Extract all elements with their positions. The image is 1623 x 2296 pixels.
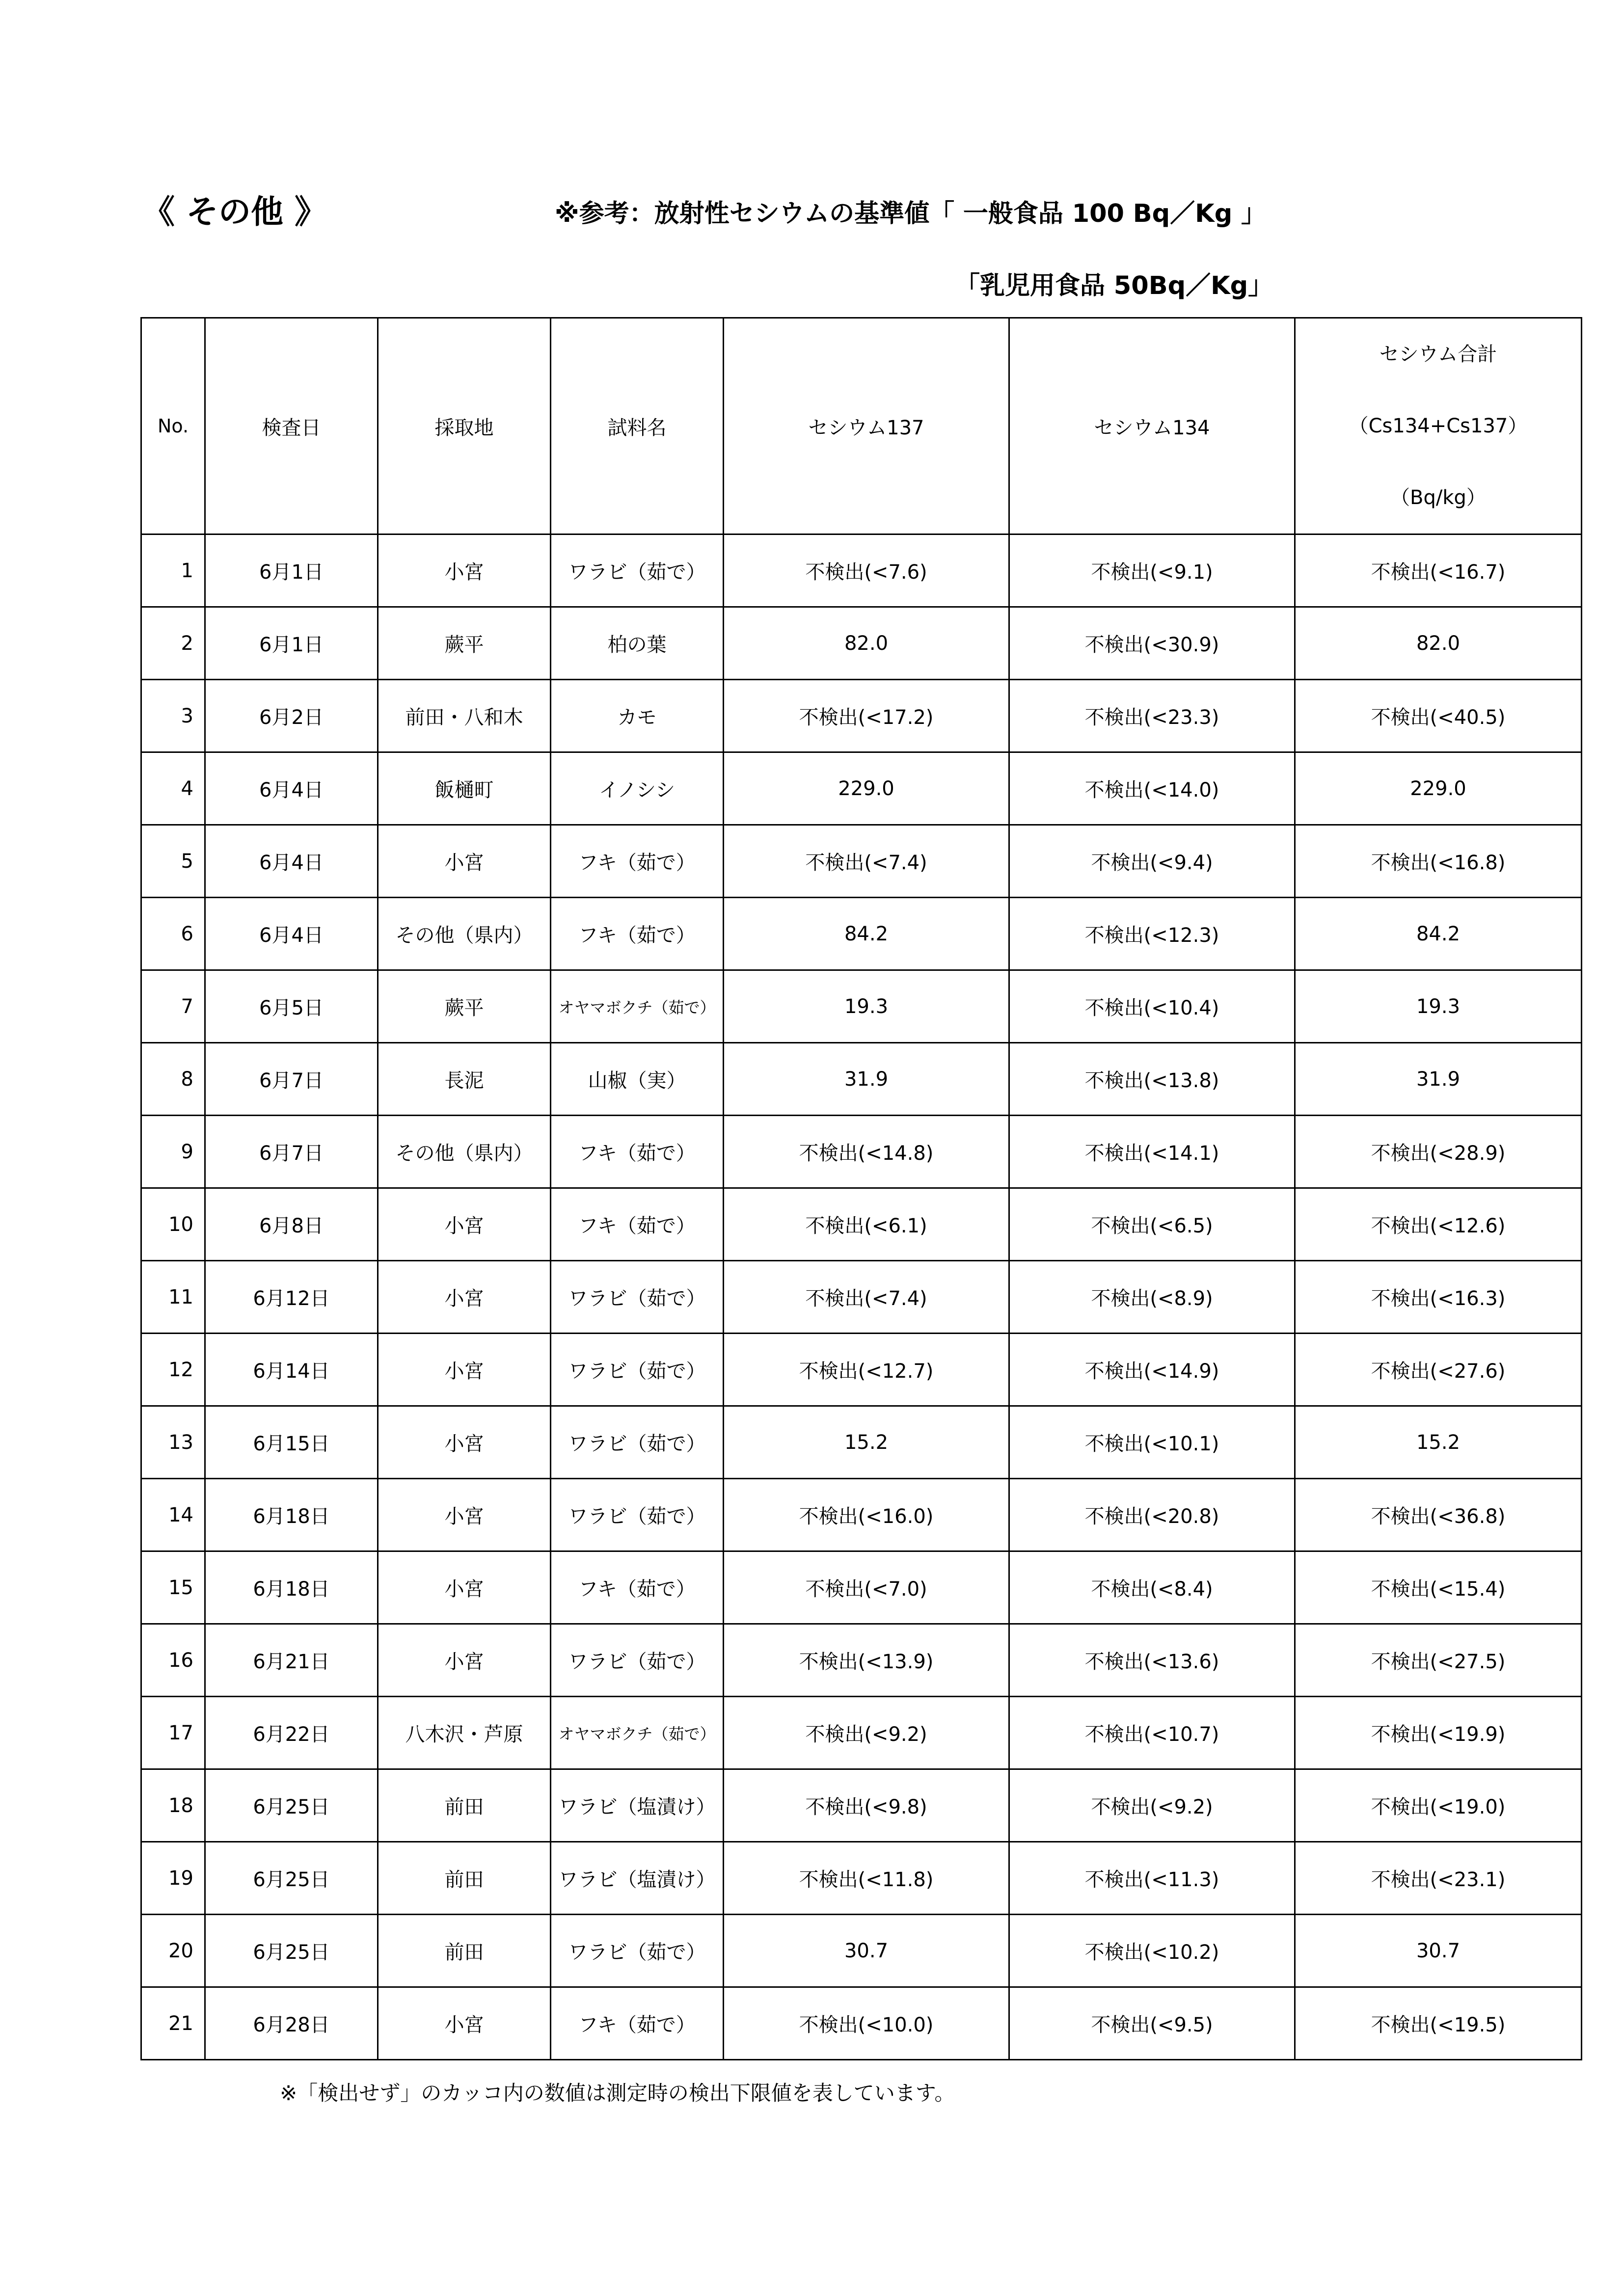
cell-no: 19	[141, 1842, 205, 1915]
cell-cs137: 不検出(<7.0)	[724, 1551, 1009, 1624]
cell-total: 229.0	[1295, 752, 1582, 825]
cell-location: 小宮	[378, 1261, 551, 1334]
page-title: 《 その他 》	[142, 193, 327, 231]
cell-total: 不検出(<40.5)	[1295, 680, 1582, 752]
header-total	[1295, 318, 1582, 534]
header-location: 採取地	[378, 318, 551, 534]
cell-sample: オヤマボクチ（茹で）	[551, 970, 724, 1043]
cell-location: 飯樋町	[378, 752, 551, 825]
cell-cs134: 不検出(<11.3)	[1009, 1842, 1295, 1915]
cell-no: 7	[141, 970, 205, 1043]
cell-no: 15	[141, 1551, 205, 1624]
cell-cs134: 不検出(<9.5)	[1009, 1987, 1295, 2060]
table-row	[141, 680, 1582, 752]
cell-no: 11	[141, 1261, 205, 1334]
cell-date: 6月25日	[205, 1769, 378, 1842]
table-row	[141, 1551, 1582, 1624]
cell-cs137: 15.2	[724, 1406, 1009, 1479]
cell-cs137: 84.2	[724, 898, 1009, 970]
cell-no: 14	[141, 1479, 205, 1551]
cell-sample: カモ	[551, 680, 724, 752]
table-header-row	[141, 318, 1582, 534]
cell-date: 6月14日	[205, 1334, 378, 1406]
cell-cs134: 不検出(<6.5)	[1009, 1188, 1295, 1261]
cell-location: 前田	[378, 1842, 551, 1915]
cell-cs134: 不検出(<13.8)	[1009, 1043, 1295, 1116]
cell-sample: フキ（茹で）	[551, 898, 724, 970]
cell-cs134: 不検出(<20.8)	[1009, 1479, 1295, 1551]
cell-date: 6月2日	[205, 680, 378, 752]
cell-location: 前田	[378, 1769, 551, 1842]
cell-sample: ワラビ（茹で）	[551, 1624, 724, 1697]
cell-total: 不検出(<19.9)	[1295, 1697, 1582, 1769]
table-row	[141, 1116, 1582, 1188]
cell-cs134: 不検出(<9.1)	[1009, 534, 1295, 607]
cell-no: 3	[141, 680, 205, 752]
cell-cs137: 229.0	[724, 752, 1009, 825]
cell-sample: ワラビ（茹で）	[551, 534, 724, 607]
footnote: ※「検出せず」のカッコ内の数値は測定時の検出下限値を表しています。	[280, 2081, 955, 2105]
header-total-unit: （Bq/kg）	[1390, 486, 1486, 509]
cell-no: 17	[141, 1697, 205, 1769]
cell-total: 不検出(<19.5)	[1295, 1987, 1582, 2060]
table-row	[141, 607, 1582, 680]
cell-cs137: 不検出(<12.7)	[724, 1334, 1009, 1406]
cell-cs134: 不検出(<23.3)	[1009, 680, 1295, 752]
cell-sample: ワラビ（茹で）	[551, 1334, 724, 1406]
cell-no: 18	[141, 1769, 205, 1842]
cell-total: 15.2	[1295, 1406, 1582, 1479]
header-date: 検査日	[205, 318, 378, 534]
cell-total: 不検出(<19.0)	[1295, 1769, 1582, 1842]
cell-date: 6月1日	[205, 607, 378, 680]
cell-location: 蕨平	[378, 607, 551, 680]
cell-location: 前田	[378, 1915, 551, 1987]
table-row	[141, 752, 1582, 825]
cell-total: 19.3	[1295, 970, 1582, 1043]
cell-cs134: 不検出(<14.9)	[1009, 1334, 1295, 1406]
cell-location: 小宮	[378, 1987, 551, 2060]
cell-sample: フキ（茹で）	[551, 1116, 724, 1188]
table-row	[141, 1406, 1582, 1479]
table-row	[141, 534, 1582, 607]
cell-date: 6月1日	[205, 534, 378, 607]
results-table	[140, 317, 1582, 2060]
cell-location: 小宮	[378, 825, 551, 898]
cell-date: 6月12日	[205, 1261, 378, 1334]
cell-cs137: 不検出(<14.8)	[724, 1116, 1009, 1188]
cell-sample: ワラビ（塩漬け）	[551, 1842, 724, 1915]
cell-cs137: 不検出(<6.1)	[724, 1188, 1009, 1261]
cell-no: 13	[141, 1406, 205, 1479]
header-sample: 試料名	[551, 318, 724, 534]
cell-total: 不検出(<16.3)	[1295, 1261, 1582, 1334]
cell-total: 不検出(<12.6)	[1295, 1188, 1582, 1261]
cell-sample: ワラビ（茹で）	[551, 1261, 724, 1334]
cell-cs137: 不検出(<7.4)	[724, 1261, 1009, 1334]
cell-location: 小宮	[378, 1406, 551, 1479]
table-row	[141, 1987, 1582, 2060]
cell-cs137: 不検出(<7.4)	[724, 825, 1009, 898]
cell-location: 小宮	[378, 1188, 551, 1261]
cell-cs134: 不検出(<30.9)	[1009, 607, 1295, 680]
cell-date: 6月7日	[205, 1116, 378, 1188]
cell-sample: オヤマボクチ（茹で）	[551, 1697, 724, 1769]
cell-total: 不検出(<27.5)	[1295, 1624, 1582, 1697]
cell-cs134: 不検出(<14.1)	[1009, 1116, 1295, 1188]
cell-date: 6月7日	[205, 1043, 378, 1116]
cell-date: 6月4日	[205, 898, 378, 970]
cell-cs134: 不検出(<8.9)	[1009, 1261, 1295, 1334]
cell-no: 5	[141, 825, 205, 898]
cell-cs137: 不検出(<11.8)	[724, 1842, 1009, 1915]
cell-date: 6月15日	[205, 1406, 378, 1479]
cell-location: 蕨平	[378, 970, 551, 1043]
cell-date: 6月22日	[205, 1697, 378, 1769]
cell-location: 小宮	[378, 534, 551, 607]
cell-location: その他（県内）	[378, 898, 551, 970]
cell-cs134: 不検出(<10.1)	[1009, 1406, 1295, 1479]
cell-cs134: 不検出(<14.0)	[1009, 752, 1295, 825]
cell-total: 不検出(<36.8)	[1295, 1479, 1582, 1551]
cell-total: 不検出(<27.6)	[1295, 1334, 1582, 1406]
cell-no: 4	[141, 752, 205, 825]
cell-date: 6月21日	[205, 1624, 378, 1697]
cell-sample: 山椒（実）	[551, 1043, 724, 1116]
table-body	[141, 534, 1582, 2060]
cell-sample: フキ（茹で）	[551, 1188, 724, 1261]
cell-date: 6月4日	[205, 752, 378, 825]
cell-cs137: 不検出(<17.2)	[724, 680, 1009, 752]
cell-date: 6月18日	[205, 1551, 378, 1624]
table-row	[141, 1043, 1582, 1116]
cell-cs137: 不検出(<10.0)	[724, 1987, 1009, 2060]
cell-cs134: 不検出(<9.4)	[1009, 825, 1295, 898]
cell-location: その他（県内）	[378, 1116, 551, 1188]
table-row	[141, 898, 1582, 970]
cell-total: 不検出(<16.8)	[1295, 825, 1582, 898]
cell-cs134: 不検出(<8.4)	[1009, 1551, 1295, 1624]
cell-location: 八木沢・芦原	[378, 1697, 551, 1769]
cell-cs137: 31.9	[724, 1043, 1009, 1116]
cell-sample: ワラビ（塩漬け）	[551, 1769, 724, 1842]
cell-no: 9	[141, 1116, 205, 1188]
cell-cs134: 不検出(<13.6)	[1009, 1624, 1295, 1697]
cell-sample: 柏の葉	[551, 607, 724, 680]
cell-cs137: 19.3	[724, 970, 1009, 1043]
cell-location: 小宮	[378, 1479, 551, 1551]
cell-date: 6月4日	[205, 825, 378, 898]
cell-no: 16	[141, 1624, 205, 1697]
cell-sample: イノシシ	[551, 752, 724, 825]
cell-no: 21	[141, 1987, 205, 2060]
cell-date: 6月18日	[205, 1479, 378, 1551]
table-row	[141, 1842, 1582, 1915]
cell-location: 長泥	[378, 1043, 551, 1116]
cell-no: 10	[141, 1188, 205, 1261]
table-row	[141, 825, 1582, 898]
cell-total: 30.7	[1295, 1915, 1582, 1987]
reference-standard-infant: 「乳児用食品 50Bq／Kg」	[955, 271, 1273, 300]
cell-sample: ワラビ（茹で）	[551, 1915, 724, 1987]
cell-date: 6月25日	[205, 1842, 378, 1915]
cell-cs137: 30.7	[724, 1915, 1009, 1987]
cell-cs137: 不検出(<9.8)	[724, 1769, 1009, 1842]
cell-cs134: 不検出(<9.2)	[1009, 1769, 1295, 1842]
reference-standard-general: ※参考：放射性セシウムの基準値「 一般食品 100 Bq／Kg 」	[555, 199, 1266, 228]
cell-cs137: 82.0	[724, 607, 1009, 680]
table-row	[141, 1334, 1582, 1406]
cell-location: 小宮	[378, 1334, 551, 1406]
cell-total: 不検出(<28.9)	[1295, 1116, 1582, 1188]
cell-no: 20	[141, 1915, 205, 1987]
cell-total: 82.0	[1295, 607, 1582, 680]
table-row	[141, 1697, 1582, 1769]
cell-sample: ワラビ（茹で）	[551, 1406, 724, 1479]
cell-total: 不検出(<15.4)	[1295, 1551, 1582, 1624]
cell-total: 不検出(<23.1)	[1295, 1842, 1582, 1915]
cell-no: 12	[141, 1334, 205, 1406]
table-row	[141, 1479, 1582, 1551]
table-row	[141, 970, 1582, 1043]
cell-cs137: 不検出(<13.9)	[724, 1624, 1009, 1697]
cell-total: 84.2	[1295, 898, 1582, 970]
table-row	[141, 1624, 1582, 1697]
header-cs134: セシウム134	[1009, 318, 1295, 534]
cell-total: 不検出(<16.7)	[1295, 534, 1582, 607]
cell-no: 6	[141, 898, 205, 970]
cell-cs137: 不検出(<9.2)	[724, 1697, 1009, 1769]
cell-sample: ワラビ（茹で）	[551, 1479, 724, 1551]
cell-sample: フキ（茹で）	[551, 825, 724, 898]
cell-date: 6月28日	[205, 1987, 378, 2060]
cell-cs134: 不検出(<10.7)	[1009, 1697, 1295, 1769]
cell-cs137: 不検出(<7.6)	[724, 534, 1009, 607]
cell-location: 前田・八和木	[378, 680, 551, 752]
cell-date: 6月25日	[205, 1915, 378, 1987]
cell-no: 8	[141, 1043, 205, 1116]
cell-cs134: 不検出(<10.2)	[1009, 1915, 1295, 1987]
cell-location: 小宮	[378, 1624, 551, 1697]
cell-cs134: 不検出(<12.3)	[1009, 898, 1295, 970]
cell-no: 1	[141, 534, 205, 607]
header-cs137: セシウム137	[724, 318, 1009, 534]
cell-cs134: 不検出(<10.4)	[1009, 970, 1295, 1043]
cell-cs137: 不検出(<16.0)	[724, 1479, 1009, 1551]
cell-date: 6月8日	[205, 1188, 378, 1261]
cell-sample: フキ（茹で）	[551, 1987, 724, 2060]
table-row	[141, 1188, 1582, 1261]
cell-no: 2	[141, 607, 205, 680]
header-total-title: セシウム合計	[1379, 343, 1497, 366]
table-row	[141, 1261, 1582, 1334]
cell-date: 6月5日	[205, 970, 378, 1043]
cell-total: 31.9	[1295, 1043, 1582, 1116]
table-row	[141, 1769, 1582, 1842]
header-no: No.	[141, 318, 205, 534]
cell-sample: フキ（茹で）	[551, 1551, 724, 1624]
table-row	[141, 1915, 1582, 1987]
cell-location: 小宮	[378, 1551, 551, 1624]
header-total-formula: （Cs134+Cs137）	[1349, 415, 1528, 437]
